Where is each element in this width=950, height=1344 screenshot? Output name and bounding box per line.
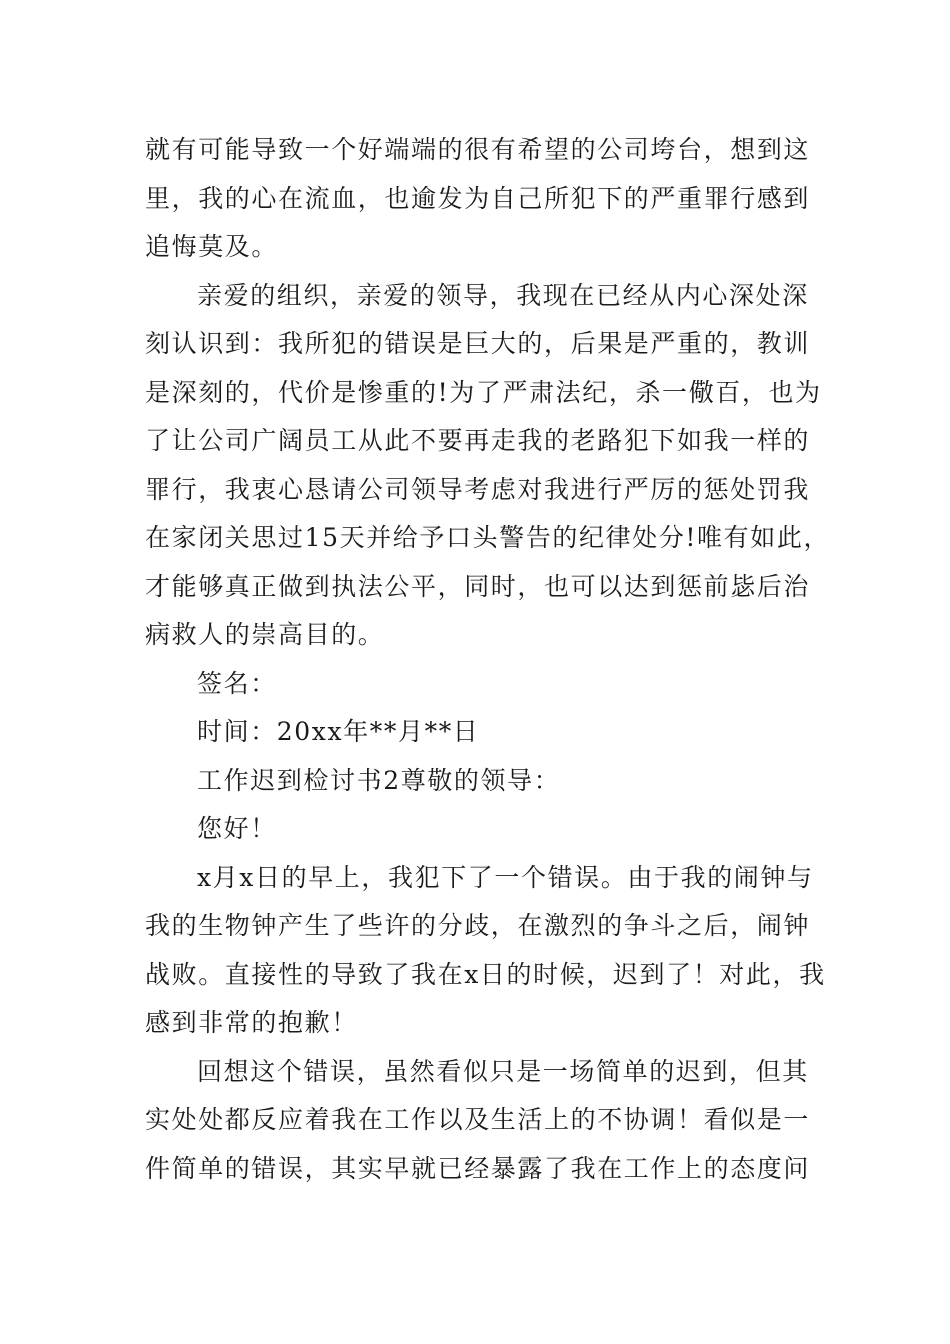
text-line: 亲爱的组织，亲爱的领导，我现在已经从内心深处深 [197,280,809,310]
signature-label: 签名： [197,668,277,698]
text-line: 实处处都反应着我在工作以及生活上的不协调！看似是一 [145,1105,811,1134]
date-label: 时间：20xx年**月**日 [197,717,480,746]
text-line: 件简单的错误，其实早就已经暴露了我在工作上的态度问 [145,1153,811,1183]
greeting-text: 您好！ [197,814,277,843]
heading-text: 工作迟到检讨书2尊敬的领导： [197,765,561,795]
paragraph-plea [145,272,831,660]
text-line: 病救人的崇高目的。 [145,620,385,649]
text-line: 感到非常的抱歉！ [145,1008,358,1037]
text-line: 追悔莫及。 [145,232,279,261]
document-body [145,126,831,1193]
paragraph-reflection [145,1048,810,1194]
date-line [145,708,810,757]
text-line: 才能够真正做到执法公平，同时，也可以达到惩前毖后治 [145,571,811,601]
text-line: 了让公司广阔员工从此不要再走我的老路犯下如我一样的 [145,426,811,455]
text-line: 在家闭关思过15天并给予口头警告的纪律处分!唯有如此， [145,523,831,552]
text-line: 战败。直接性的导致了我在x日的时候，迟到了！对此，我 [145,959,826,989]
text-line: 回想这个错误，虽然看似只是一场简单的迟到，但其 [197,1056,809,1086]
paragraph-incident [145,854,826,1048]
text-line: 里，我的心在流血，也逾发为自己所犯下的严重罪行感到 [145,183,811,213]
text-line: 就有可能导致一个好端端的很有希望的公司垮台，想到这 [145,135,811,164]
text-line: 刻认识到：我所犯的错误是巨大的，后果是严重的，教训 [145,329,811,358]
text-line: 是深刻的，代价是惨重的!为了严肃法纪，杀一儆百，也为 [145,377,822,407]
text-line: 罪行，我衷心恳请公司领导考虑对我进行严厉的惩处罚我 [145,474,811,504]
text-line: 我的生物钟产生了些许的分歧，在激烈的争斗之后，闹钟 [145,911,811,940]
greeting [145,805,810,854]
text-line: x月x日的早上，我犯下了一个错误。由于我的闹钟与 [197,862,814,892]
signature-line [145,660,810,709]
paragraph-continuation [145,126,810,272]
letter-heading [145,757,810,806]
